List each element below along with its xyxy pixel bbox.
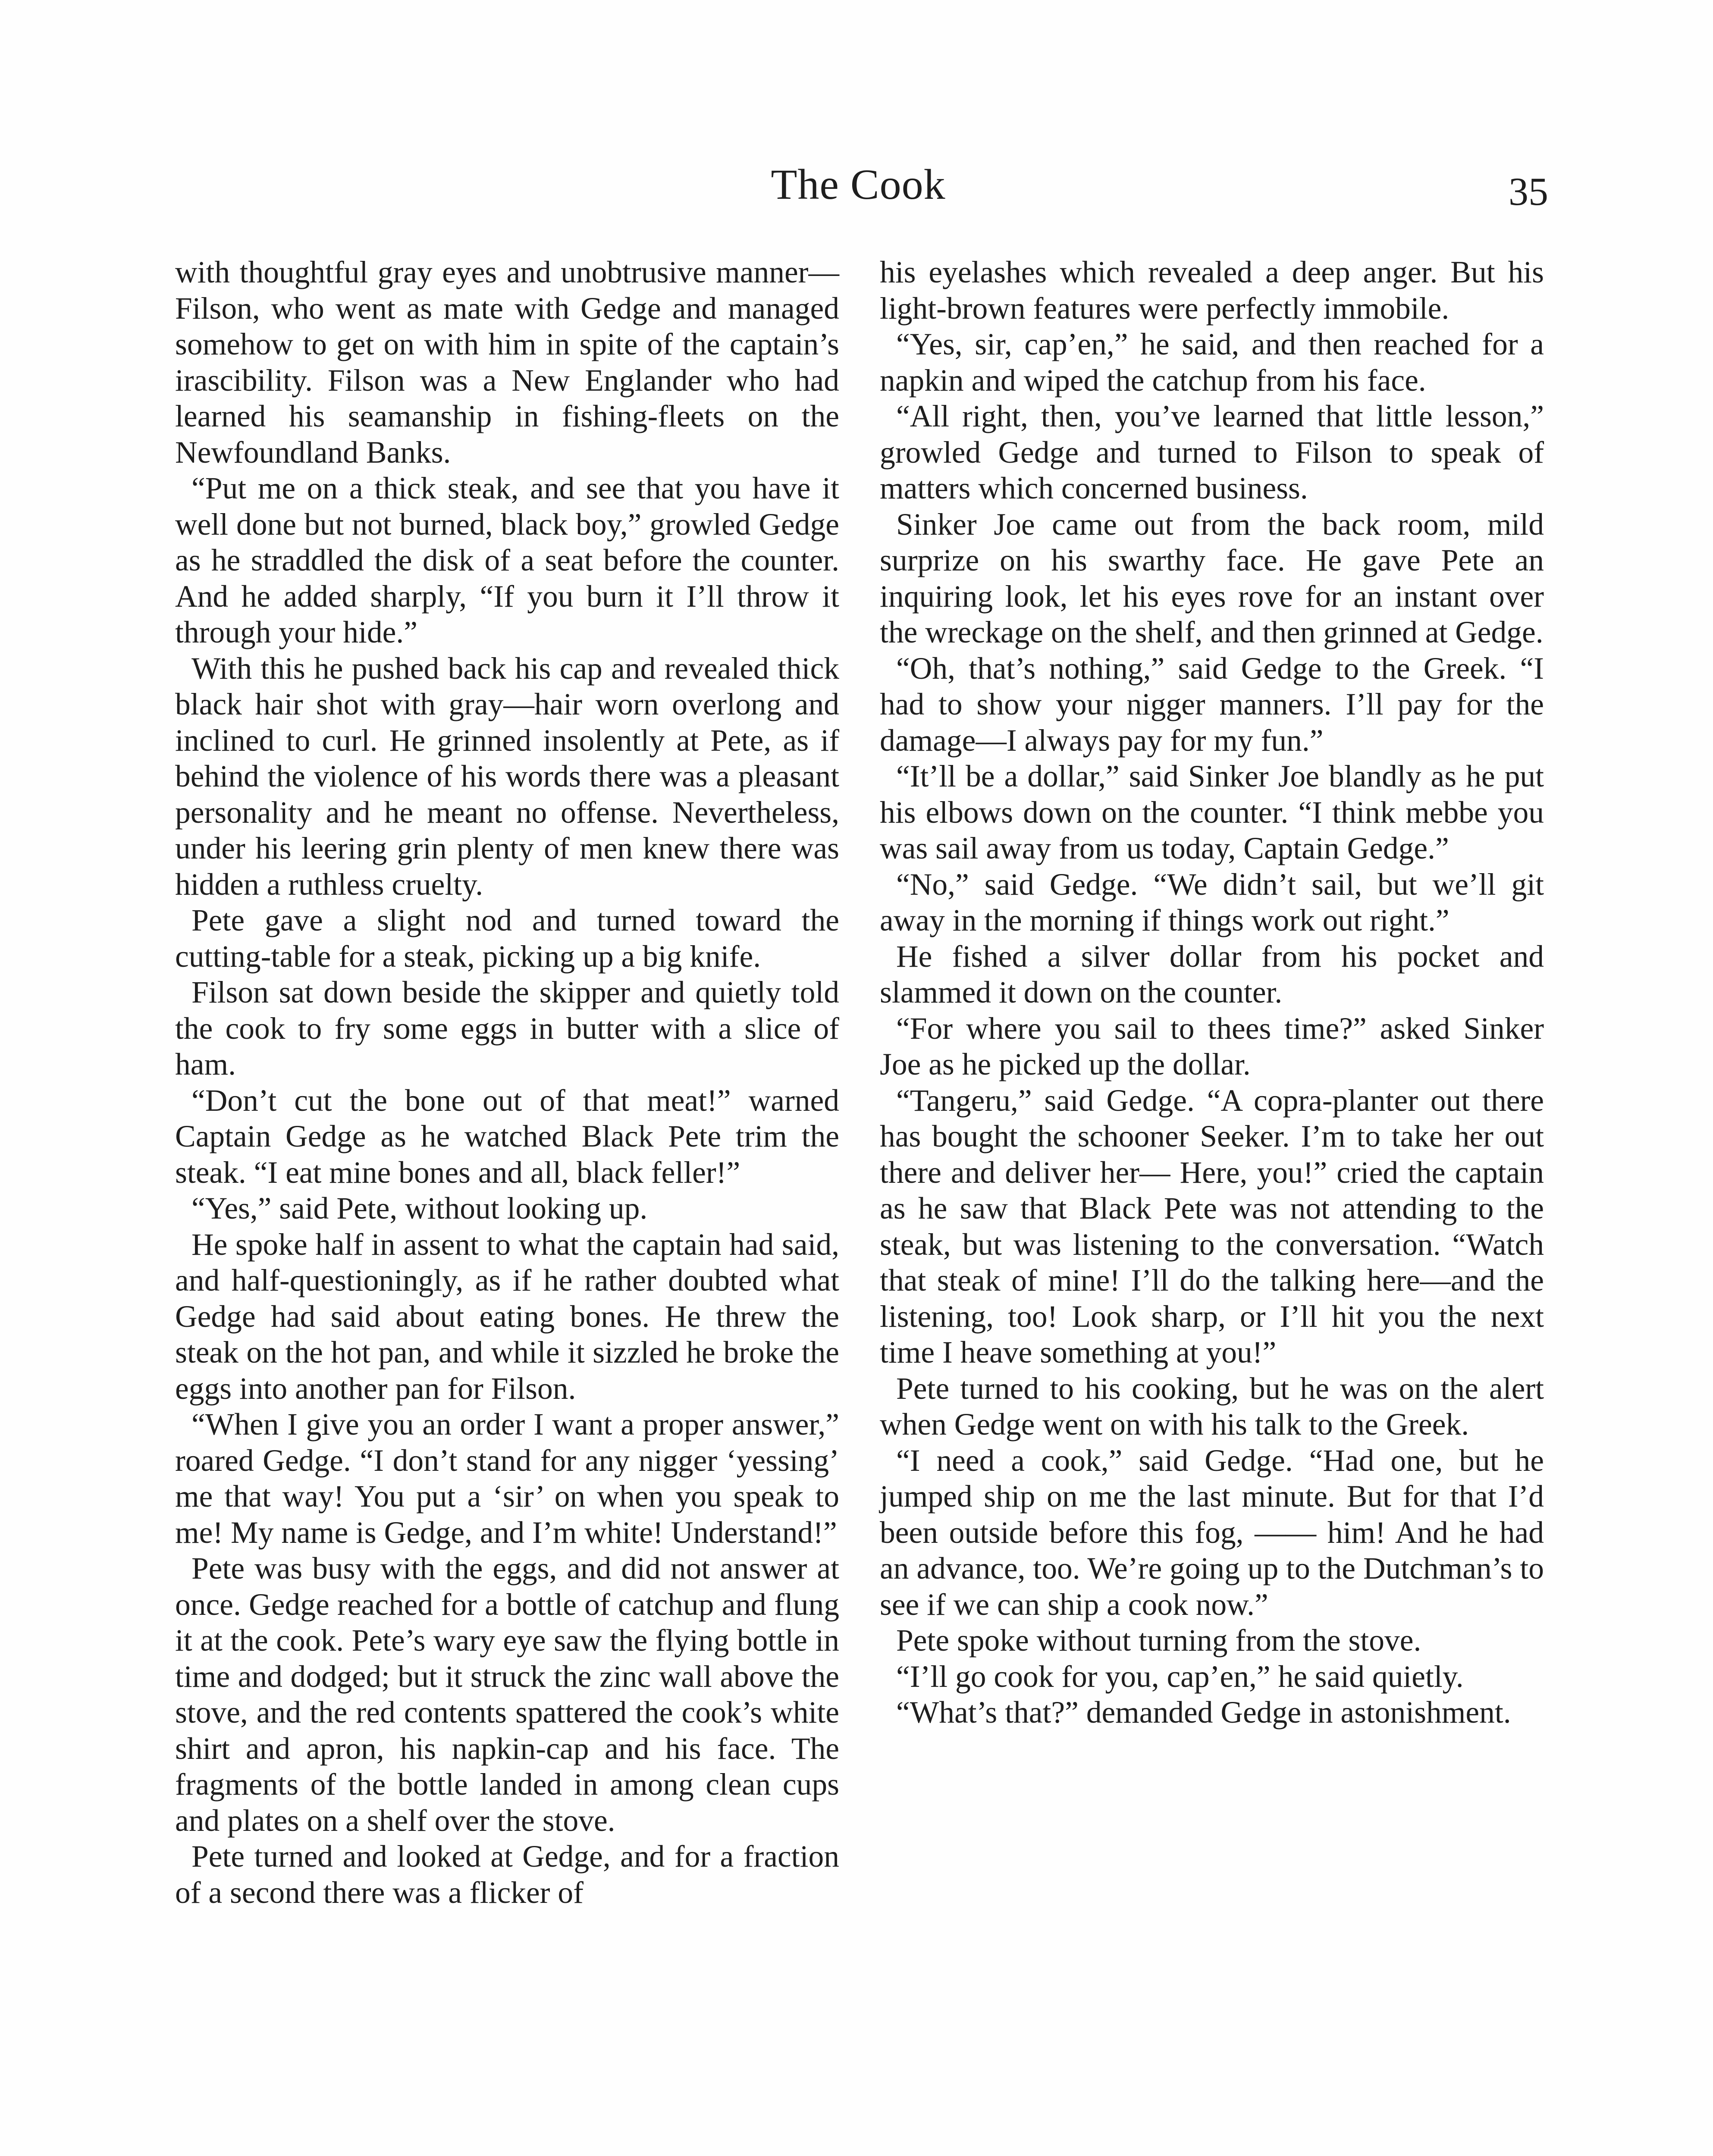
paragraph: Sinker Joe came out from the back room, mild surprize on his swarthy face. He gave Pete an inquiring look, let his eyes rove for an instant over the wreckage on the shelf, and then grinned at Gedge.: [880, 507, 1544, 649]
paragraph: Pete was busy with the eggs, and did not answer at once. Gedge reached for a bottle of catchup and flung it at the cook. Pete’s wary eye saw the flying bottle in time and dodged; but it struck the zinc wall above the stove, and the red contents spattered the cook’s white shirt and apron, his napkin-cap and his face. The fragments of the bottle landed in among clean cups and plates on a shelf over the stove.: [175, 1551, 839, 1838]
paragraph: Pete gave a slight nod and turned toward the cutting-table for a steak, picking up a big knife.: [175, 903, 839, 974]
paragraph: Pete spoke without turning from the stove.: [896, 1623, 1421, 1658]
paragraph: his eyelashes which revealed a deep anger. But his light-brown features were perfectly immobile.: [880, 255, 1544, 326]
paragraph: “Oh, that’s nothing,” said Gedge to the Greek. “I had to show your nigger manners. I’ll pay for the damage—I always pay for my fun.”: [880, 651, 1544, 758]
paragraph: “I’ll go cook for you, cap’en,” he said quietly.: [896, 1659, 1464, 1694]
paragraph: “Yes,” said Pete, without looking up.: [191, 1191, 648, 1225]
paragraph: with thoughtful gray eyes and unobtrusive manner—Filson, who went as mate with Gedge and managed somehow to get on with him in spite of the captain’s irascibility. Filson was a New Englander who had learned his seamanship in fishing-fleets on the Newfoundland Banks.: [175, 255, 839, 470]
running-head-title: The Cook: [771, 160, 946, 208]
paragraph: “When I give you an order I want a proper answer,” roared Gedge. “I don’t stand for any nigger ‘yessing’ me that way! You put a ‘sir’ on when you speak to me! My name is Gedge, and I’m white! Understand!”: [175, 1407, 839, 1550]
left-text-column: [175, 254, 839, 1911]
paragraph: Pete turned to his cooking, but he was on the alert when Gedge went on with his talk to the Greek.: [880, 1371, 1544, 1442]
paragraph: He fished a silver dollar from his pocket and slammed it down on the counter.: [880, 939, 1544, 1009]
paragraph: “Tangeru,” said Gedge. “A copra-planter out there has bought the schooner Seeker. I’m to take her out there and deliver her— Here, you!” cried the captain as he saw that Black Pete was not attending to the steak, but was listening to the conversation. “Watch that steak of mine! I’ll do the talking here—and the listening, too! Look sharp, or I’ll hit you the next time I heave something at you!”: [880, 1083, 1544, 1369]
paragraph: He spoke half in assent to what the captain had said, and half-questioningly, as if he rather doubted what Gedge had said about eating bones. He threw the steak on the hot pan, and while it sizzled he broke the eggs into another pan for Filson.: [175, 1227, 839, 1406]
page-number: 35: [1509, 169, 1548, 213]
paragraph: “For where you sail to thees time?” asked Sinker Joe as he picked up the dollar.: [880, 1011, 1544, 1081]
paragraph: “What’s that?” demanded Gedge in astonishment.: [896, 1695, 1511, 1730]
paragraph: Pete turned and looked at Gedge, and for a fraction of a second there was a flicker of: [175, 1839, 839, 1910]
paragraph: With this he pushed back his cap and revealed thick black hair shot with gray—hair worn overlong and inclined to curl. He grinned insolently at Pete, as if behind the violence of his words there was a pleasant personality and he meant no offense. Nevertheless, under his leering grin plenty of men knew there was hidden a ruthless cruelty.: [175, 651, 839, 902]
paragraph: “It’ll be a dollar,” said Sinker Joe blandly as he put his elbows down on the counter. “I think mebbe you was sail away from us today, Captain Gedge.”: [880, 759, 1544, 865]
paragraph: “Yes, sir, cap’en,” he said, and then reached for a napkin and wiped the catchup from his face.: [880, 327, 1544, 398]
paragraph: Filson sat down beside the skipper and quietly told the cook to fry some eggs in butter with a slice of ham.: [175, 975, 839, 1081]
paragraph: “I need a cook,” said Gedge. “Had one, but he jumped ship on me the last minute. But for that I’d been outside before this fog, —— him! And he had an advance, too. We’re going up to the Dutchman’s to see if we can ship a cook now.”: [880, 1443, 1544, 1622]
paragraph: “All right, then, you’ve learned that little lesson,” growled Gedge and turned to Filson to speak of matters which concerned business.: [880, 399, 1544, 505]
paragraph: “Put me on a thick steak, and see that you have it well done but not burned, black boy,” growled Gedge as he straddled the disk of a seat before the counter. And he added sharply, “If you burn it I’ll throw it through your hide.”: [175, 471, 839, 649]
right-text-column: [880, 254, 1544, 1731]
paragraph: “No,” said Gedge. “We didn’t sail, but we’ll git away in the morning if things work out right.”: [880, 867, 1544, 937]
paragraph: “Don’t cut the bone out of that meat!” warned Captain Gedge as he watched Black Pete trim the steak. “I eat mine bones and all, black feller!”: [175, 1083, 839, 1190]
